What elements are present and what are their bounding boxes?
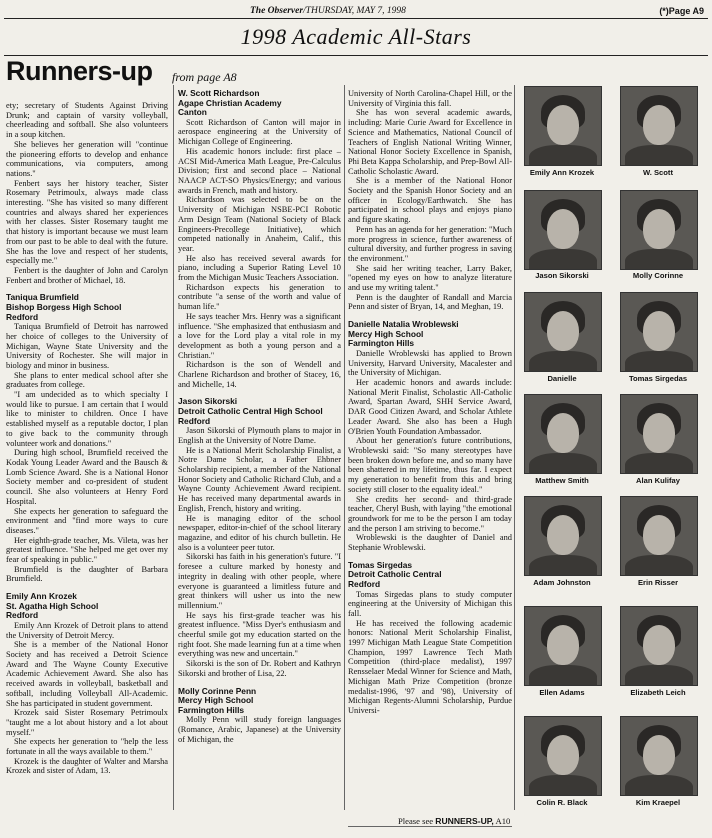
photo-caption: Ellen Adams	[539, 688, 585, 697]
portrait-photo	[524, 496, 602, 576]
paragraph: Jason Sikorski of Plymouth plans to major in English at the University of Notre Dame.	[178, 426, 341, 445]
paragraph: Her eighth-grade teacher, Ms. Vileta, was her greatest influence. "She helped me get over my fear of speaking in public."	[6, 535, 168, 565]
photo-caption: W. Scott	[643, 168, 673, 177]
issue-date: /THURSDAY, MAY 7, 1998	[303, 6, 406, 16]
paragraph: Richardson is the son of Wendell and Charlene Richardson and brother of Stacey, 16, and Michelle, 14.	[178, 360, 341, 389]
photo-caption: Adam Johnston	[533, 578, 591, 587]
school-name: Agape Christian Academy	[178, 97, 282, 108]
portrait-photo	[524, 292, 602, 372]
paragraph: She is a member of the National Honor Society and has received a Detroit Science Award and The Wayne County Executive Academic Achievement Award. She also has received awards in volleyball, basketball and softball, including Volleyball All-Academic. She has participated in student government.	[6, 640, 168, 708]
school-city: Farmington Hills	[348, 338, 415, 349]
paragraph: She has won several academic awards, including: Marie Curie Award for Excellence in Science and Mathematics, National Council of Teachers of English National Writing Winner, National Honor Society Excellence in Spanish, Phi Beta Kappa Scholarship, and Prep-Bowl All-Catholic Scholastic Award.	[348, 108, 512, 176]
photo-caption: Elizabeth Leich	[630, 688, 686, 697]
paragraph: She said her writing teacher, Larry Baker, "opened my eyes on how to analyze literature and use my writing talent."	[348, 263, 512, 293]
student-heading	[6, 592, 168, 621]
paragraph: She expects her generation to "help the less fortunate in all the ways available to them."	[6, 737, 168, 757]
student-heading	[178, 89, 341, 118]
student-name: Taniqua Brumfield	[6, 292, 79, 303]
school-name: Mercy High School	[178, 695, 254, 706]
portrait-photo	[524, 86, 602, 166]
paragraph: She believes her generation will "continue the pioneering efforts to develop and enhance communications, via computers, among nations."	[6, 139, 168, 178]
student-name: Jason Sikorski	[178, 396, 238, 407]
school-city: Redford	[6, 610, 39, 621]
portrait-photo	[620, 606, 698, 686]
paragraph: Sikorski is the son of Dr. Robert and Kathryn Sikorski and brother of Lisa, 22.	[178, 659, 341, 678]
photo-caption: Erin Risser	[637, 578, 679, 587]
paragraph: Krozek said Sister Rosemary Petrimoulx "taught me a lot about history and a lot about myself."	[6, 708, 168, 737]
photo-caption: Colin R. Black	[536, 798, 588, 807]
paragraph: Penn is the daughter of Randall and Marcia Penn and sister of Bryan, 14, and Meghan, 19.	[348, 292, 512, 312]
photo-caption: Matthew Smith	[535, 476, 589, 485]
school-city: Canton	[178, 107, 207, 118]
student-name: W. Scott Richardson	[178, 88, 260, 98]
student-heading	[348, 561, 512, 590]
paragraph: Emily Ann Krozek of Detroit plans to attend the University of Detroit Mercy.	[6, 620, 168, 640]
paragraph: University of North Carolina-Chapel Hill, or the University of Virginia this fall.	[348, 89, 512, 108]
photo-caption: Tomas Sirgedas	[628, 374, 688, 383]
continued-note	[398, 816, 510, 826]
paragraph: Richardson expects his generation to contribute "a sense of the worth and value of human life."	[178, 282, 341, 312]
paragraph: About her generation's future contributions, Wroblewski said: "So many stereotypes have been broken down before me, and so many have been shattered in my lifetime, thus far. I expect my generation to benefit from this and bring society still closer to the equality ideal."	[348, 436, 512, 494]
paragraph: Wroblewski is the daughter of Daniel and Stephanie Wroblewski.	[348, 533, 512, 553]
paragraph: Taniqua Brumfield of Detroit has narrowed her choice of colleges to the University of Michigan, Wayne State University and the University of Rochester. She will major in biology and minor in business.	[6, 322, 168, 370]
paragraph: She expects her generation to safeguard the environment and "find more ways to cure diseases."	[6, 506, 168, 535]
paragraph: She plans to enter medical school after she graduates from college.	[6, 370, 168, 390]
school-city: Farmington Hills	[178, 704, 245, 715]
photo-caption: Emily Ann Krozek	[529, 168, 595, 177]
paragraph: He says teacher Mrs. Henry was a significant influence. "She emphasized that enthusiasm and a love for the Lord play a vital role in my development as both a young person and a Christian."	[178, 311, 341, 360]
paragraph: Penn has an agenda for her generation: "Much more progress in science, further awareness of cultural diversity, and further progress in saving the environment."	[348, 224, 512, 263]
column-divider	[344, 85, 345, 810]
column-divider	[514, 85, 515, 810]
top-rule	[4, 18, 708, 19]
paragraph: He has received the following academic honors: National Merit Scholarship Finalist, 1997 Michigan Math League State Competition Champion, 1997 Lawrence Tech Math Competition (third-place medalist), 1997 Rensselaer Medal Winner for Science and Math, Michigan Math Prize Competition (bronze medalist-1996, '97 and '98), University of Michigan Regents-Alumni Scholarship, Purdue Universi-	[348, 618, 512, 715]
paragraph: She credits her second- and third-grade teacher, Cheryl Bush, with laying "the emotional groundwork for me to be the person I am today and the person I am striving to become."	[348, 494, 512, 533]
paragraph: Krozek is the daughter of Walter and Marsha Krozek and sister of Adam, 13.	[6, 756, 168, 776]
paragraph: She is a member of the National Honor Society and the Spanish Honor Society and an officer in Ecology/Earthwatch. She has participated in school plays and enjoys piano and figure skating.	[348, 176, 512, 225]
masthead-date	[250, 6, 406, 16]
school-name: Detroit Catholic Central High School	[178, 406, 323, 417]
paragraph: Fenbert is the daughter of John and Carolyn Fenbert and brother of Michael, 18.	[6, 265, 168, 285]
continued-target: RUNNERS-UP,	[435, 816, 494, 826]
portrait-photo	[524, 190, 602, 270]
paragraph: His academic honors include: first place – ACSI Mid-America Math League, Pre-Calculus Division; first and second place – National NAACP ACT-SO Physics/Energy; and various awards in French, math and history.	[178, 146, 341, 195]
portrait-photo	[620, 496, 698, 576]
paragraph: He is a National Merit Scholarship Finalist, a Notre Dame Scholar, a Father Ehbner Scholarship recipient, a member of the National Honor Society and Catholic Richard Club, and a Wayne County Achievement Award recipient. He has received many departmental awards in English, French, history and writing.	[178, 445, 341, 513]
portrait-photo	[620, 394, 698, 474]
paragraph: ety; secretary of Students Against Driving Drunk; and captain of varsity volleyball, cheerleading and softball. She also volunteers in a soup kitchen.	[6, 101, 168, 140]
photo-caption: Jason Sikorski	[535, 271, 589, 280]
school-name: Detroit Catholic Central	[348, 569, 442, 580]
paragraph: "I am undecided as to which specialty I would like to pursue. I am certain that I would like to minister to children. Once I have established myself as a reputable doctor, I plan to give back to the community through volunteer work and donations."	[6, 390, 168, 448]
paragraph: He is managing editor of the school newspaper, editor-in-chief of the school literary magazine, and editor of his church bulletin. He also is a volunteer peer tutor.	[178, 513, 341, 552]
paragraph: Danielle Wroblewski has applied to Brown University, Harvard University, Macalester and the University of Michigan.	[348, 348, 512, 378]
continued-page: A10	[493, 816, 511, 826]
portrait-photo	[524, 716, 602, 796]
portrait-photo	[524, 606, 602, 686]
paragraph: He says his first-grade teacher was his greatest influence. "Miss Dyer's enthusiasm and cheerful smile got my education started on the right foot. She made learning fun at a time when everything was new and uncertain."	[178, 610, 341, 659]
photo-caption: Molly Corinne	[632, 271, 684, 280]
article-column-3	[348, 89, 512, 716]
headline: Runners-up	[6, 56, 153, 86]
page-number: (*)Page A9	[659, 6, 704, 16]
student-heading	[6, 293, 168, 322]
portrait-photo	[524, 394, 602, 474]
paragraph: Brumfield is the daughter of Barbara Brumfield.	[6, 564, 168, 584]
article-column-1	[6, 101, 168, 776]
school-city: Redford	[178, 415, 211, 426]
paragraph: Molly Penn will study foreign languages (Romance, Arabic, Japanese) at the University of Michigan, the	[178, 715, 341, 744]
portrait-photo	[620, 190, 698, 270]
paragraph: Sikorski has faith in his generation's future. "I foresee a culture marked by honesty and integrity in dealing with other people, where everyone is guaranteed a limitless future and great thinkers will usher us into the new millennium."	[178, 552, 341, 610]
column-divider	[173, 85, 174, 810]
student-name: Emily Ann Krozek	[6, 591, 77, 602]
photo-caption: Danielle	[547, 374, 577, 383]
paragraph: Her academic honors and awards include: National Merit Finalist, Scholastic All-Catholic Award, Spartan Award, SHH Service Award, DAR Good Citizen Award, and Scholar Athlete Leader Award. She also has been a Hugh O'Brien Youth Foundation Ambassador.	[348, 378, 512, 436]
school-city: Redford	[348, 578, 381, 589]
student-heading	[178, 687, 341, 716]
paragraph: Scott Richardson of Canton will major in aerospace engineering at the University of Michigan College of Engineering.	[178, 117, 341, 147]
student-name: Danielle Natalia Wroblewski	[348, 319, 459, 330]
paragraph: Richardson was selected to be on the University of Michigan NSBE-PCI Robotic Arm Design Team (National Society of Black Engineers-Precollege Initiative), which competed nationally in Anaheim, Calif., this year.	[178, 195, 341, 253]
article-column-2	[178, 89, 341, 744]
student-heading	[178, 397, 341, 426]
student-heading	[348, 320, 512, 349]
paragraph: During high school, Brumfield received the Kodak Young Leader Award and the Bausch & Lomb Science Award. She is a National Honor Society member and co-president of student council. She also volunteers at Henry Ford Hospital.	[6, 448, 168, 506]
footer-rule	[348, 826, 512, 827]
paper-name: The Observer	[250, 6, 304, 16]
paragraph: Tomas Sirgedas plans to study computer engineering at the University of Michigan this fall.	[348, 589, 512, 618]
student-name: Tomas Sirgedas	[348, 559, 413, 570]
student-name: Molly Corinne Penn	[178, 685, 257, 696]
portrait-photo	[620, 716, 698, 796]
paragraph: Fenbert says her history teacher, Sister Rosemary Petrimoulx, always made class interesting. "She has visited so many different countries and always shared her experiences with her classes. Sister Rosemary taught me that history is important because we must learn from our past to be able to deal with the future. She has the love and respect of her students, especially me."	[6, 178, 168, 266]
school-city: Redford	[6, 311, 39, 322]
school-name: Mercy High School	[348, 328, 424, 339]
section-title: 1998 Academic All-Stars	[240, 24, 472, 49]
jump-from-line: from page A8	[172, 70, 237, 84]
photo-caption: Alan Kulifay	[636, 476, 680, 485]
continued-prefix: Please see	[398, 816, 436, 826]
school-name: Bishop Borgess High School	[6, 301, 122, 312]
paragraph: He also has received several awards for piano, including a Superior Rating Level 10 from the Michigan Music Teachers Association.	[178, 253, 341, 283]
portrait-photo	[620, 292, 698, 372]
photo-caption: Kim Kraepel	[635, 798, 681, 807]
masthead	[0, 4, 712, 18]
school-name: St. Agatha High School	[6, 600, 99, 611]
portrait-photo	[620, 86, 698, 166]
